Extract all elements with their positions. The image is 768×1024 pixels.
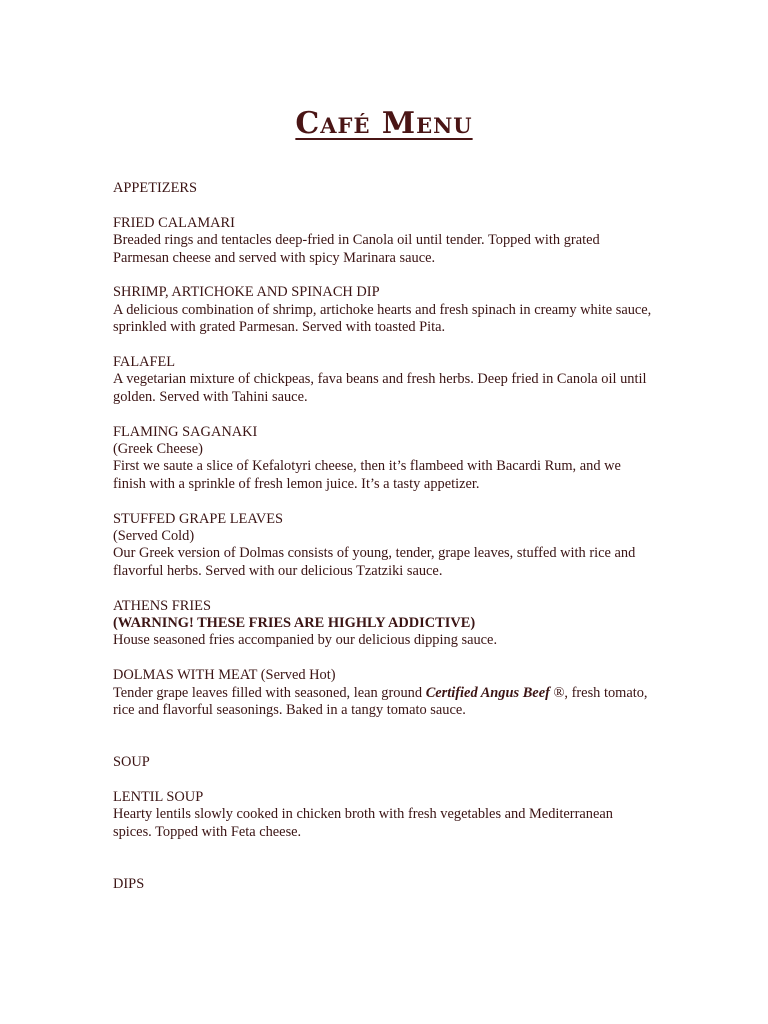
menu-item-falafel	[113, 354, 653, 406]
menu-title	[0, 104, 768, 144]
item-description: First we saute a slice of Kefalotyri cheese, then it’s flambeed with Bacardi Rum, and we finish with a sprinkle of fresh lemon juice. It’s a tasty appetizer.	[113, 458, 621, 492]
section-heading-soup: SOUP	[113, 754, 150, 771]
menu-content	[113, 180, 653, 894]
item-description-start: Tender grape leaves filled with seasoned, lean ground	[113, 684, 426, 701]
item-description: Hearty lentils slowly cooked in chicken broth with fresh vegetables and Mediterranean spices. Topped with Feta cheese.	[113, 806, 613, 840]
menu-item-shrimp-dip	[113, 284, 653, 336]
item-name: ATHENS FRIES	[113, 597, 211, 614]
menu-item-athens-fries	[113, 598, 653, 650]
item-description: A delicious combination of shrimp, artichoke hearts and fresh spinach in creamy white sauce, sprinkled with grated Parmesan. Served with toasted Pita.	[113, 301, 652, 336]
item-name: FLAMING SAGANAKI	[113, 423, 258, 440]
item-name: FALAFEL	[113, 354, 176, 371]
menu-item-stuffed-grape-leaves	[113, 511, 653, 581]
section-heading-appetizers: APPETIZERS	[113, 180, 197, 196]
item-name: FRIED CALAMARI	[113, 214, 235, 231]
item-name: STUFFED GRAPE LEAVES	[113, 510, 284, 527]
item-description: Breaded rings and tentacles deep-fried in Canola oil until tender. Topped with grated Parmesan cheese and served with spicy Marinara sauce.	[113, 232, 600, 266]
item-subtitle: (Served Cold)	[113, 528, 195, 545]
menu-title-text: Café Menu	[295, 106, 473, 141]
brand-name: Certified Angus Beef	[425, 684, 550, 701]
item-description: House seasoned fries accompanied by our delicious dipping sauce.	[113, 632, 498, 649]
item-description: Our Greek version of Dolmas consists of young, tender, grape leaves, stuffed with rice and flavorful herbs. Served with our delicious Tzatziki sauce.	[113, 545, 636, 579]
item-name: DOLMAS WITH MEAT (Served Hot)	[113, 667, 336, 684]
item-warning: (WARNING! THESE FRIES ARE HIGHLY ADDICTIVE)	[113, 615, 476, 632]
menu-item-fried-calamari	[113, 215, 653, 267]
item-name: SHRIMP, ARTICHOKE AND SPINACH DIP	[113, 284, 380, 301]
item-description	[113, 685, 653, 720]
item-subtitle: (Greek Cheese)	[113, 441, 203, 458]
menu-item-lentil-soup	[113, 789, 653, 841]
menu-item-dolmas-with-meat	[113, 667, 653, 719]
item-description: A vegetarian mixture of chickpeas, fava beans and fresh herbs. Deep fried in Canola oil until golden. Served with Tahini sauce.	[113, 371, 647, 405]
item-description-end: ®, fresh tomato, rice and flavorful seasonings. Baked in a tangy tomato sauce.	[113, 684, 648, 719]
section-heading-dips: DIPS	[113, 876, 145, 893]
item-name: LENTIL SOUP	[113, 789, 204, 806]
menu-item-flaming-saganaki	[113, 424, 653, 494]
